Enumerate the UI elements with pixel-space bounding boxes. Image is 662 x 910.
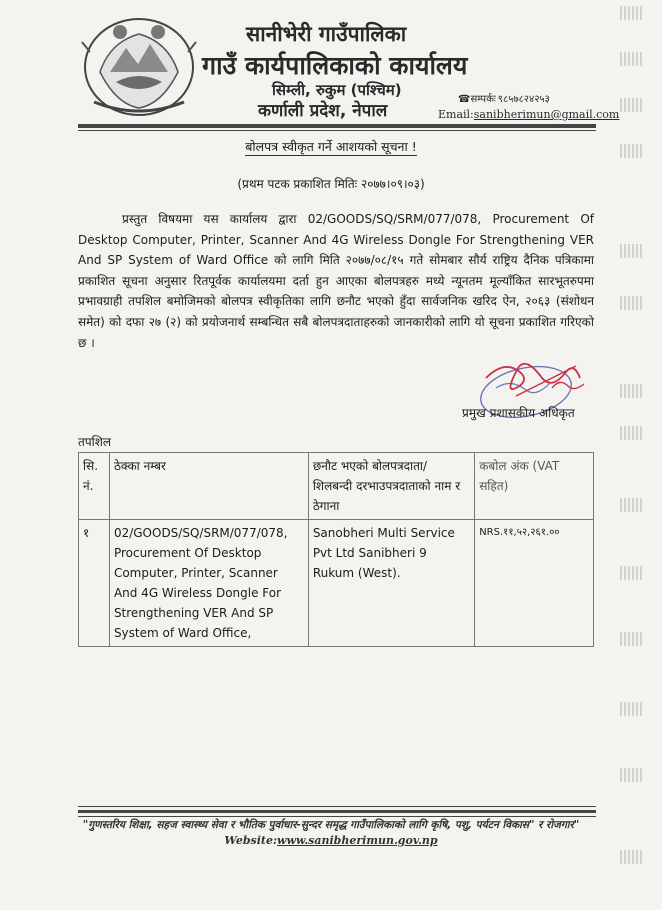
table-header-row	[79, 453, 594, 520]
published-date: (प्रथम पटक प्रकाशित मितिः २०७७।०९।०३)	[237, 177, 425, 191]
signatory-title: प्रमुख प्रशासकीय अधिकृत	[462, 406, 575, 420]
website-link[interactable]: www.sanibherimun.gov.np	[277, 834, 438, 847]
scan-mark	[620, 768, 642, 782]
scan-mark	[620, 144, 642, 158]
scan-mark	[620, 566, 642, 580]
website-label: Website:	[224, 834, 278, 847]
col-header-bidder: छनौट भएको बोलपत्रदाता/ शिलबन्दी दरभाउपत्रदाताको नाम र ठेगाना	[308, 453, 474, 520]
nepal-emblem-icon	[80, 12, 198, 118]
col-header-sn: सि. नं.	[79, 453, 110, 520]
notice-title-text: बोलपत्र स्वीकृत गर्ने आशयको सूचना !	[245, 139, 417, 154]
header-rule-thin	[78, 130, 596, 131]
scan-mark	[620, 296, 642, 310]
contact-email	[438, 108, 619, 121]
cell-amount: NRS.११,५२,२६१.००	[475, 520, 594, 647]
scan-mark	[620, 498, 642, 512]
scan-mark	[620, 244, 642, 258]
scan-mark	[620, 6, 642, 20]
scan-mark	[620, 850, 642, 864]
footer-rule-top	[78, 806, 596, 807]
scan-mark	[620, 702, 642, 716]
col-header-amount: कबोल अंक (VAT सहित)	[475, 453, 594, 520]
office-address: सिम्ली, रुकुम (पश्चिम)	[272, 81, 402, 99]
footer-website	[0, 834, 662, 847]
scan-mark	[620, 52, 642, 66]
contact-phone	[458, 91, 550, 105]
footer-rule-thick	[78, 810, 596, 813]
notice-body	[78, 209, 594, 353]
notice-body-text: प्रस्तुत विषयमा यस कार्यालय द्वारा 02/GOODS/SQ/SRM/077/078, Procurement Of Desktop Computer, Printer, Scanner And 4G Wireless Dongle For Strengthening VER And SP System of Ward Office को लागि मिति २०७७/०८/१५ गते सोमबार सौर्य राष्ट्रिय दैनिक पत्रिकामा प्रकाशित सूचना अनुसार रितपूर्वक कार्यालयमा दर्ता हुन आएका बोलपत्रहरु मध्ये न्यूनतम मूल्याँकित सारभूतरुपमा प्रभावग्राही तपशिल बमोजिमको बोलपत्र स्वीकृतिका लागि छनौट भएको हुँदा सार्वजनिक खरिद ऐन, २०६३ (संशोधन समेत) को दफा २७ (२) को प्रयोजनार्थ सम्बन्धित सबै बोलपत्रदाताहरुको जानकारीको लागि यो सूचना प्रकाशित गरिएको छ ।	[78, 212, 594, 350]
cell-bidder: Sanobheri Multi Service Pvt Ltd Sanibheri 9 Rukum (West).	[308, 520, 474, 647]
col-header-contract: ठेक्का नम्बर	[109, 453, 308, 520]
scan-mark	[620, 632, 642, 646]
municipality-name: सानीभेरी गाउँपालिका	[246, 22, 407, 46]
header-rule-thick	[78, 124, 596, 128]
footer-motto: "गुणस्तरिय शिक्षा, सहज स्वास्थ्य सेवा र भौतिक पुर्वाधार-सुन्दर समृद्ध गाउँपालिकाको लागि कृषि, पशु, पर्यटन विकास" र रोजगार"	[82, 819, 580, 831]
cell-contract: 02/GOODS/SQ/SRM/077/078, Procurement Of Desktop Computer, Printer, Scanner And 4G Wireless Dongle For Strengthening VER And SP System of Ward Office,	[109, 520, 308, 647]
table-row	[79, 520, 594, 647]
scan-mark	[620, 426, 642, 440]
table-heading: तपशिल	[78, 435, 112, 449]
phone-number: ९८५७८२४२५३	[497, 94, 550, 105]
scan-mark	[620, 98, 642, 112]
scan-mark	[620, 384, 642, 398]
cell-sn: १	[79, 520, 110, 647]
office-name: गाउँ कार्यपालिकाको कार्यालय	[202, 51, 468, 80]
phone-label: ☎सम्पर्कः	[458, 94, 496, 105]
footer-rule-bottom	[78, 816, 596, 817]
email-label: Email:	[438, 108, 474, 121]
notice-title	[0, 138, 662, 155]
bid-table	[78, 452, 594, 647]
office-province: कर्णाली प्रदेश, नेपाल	[258, 101, 388, 121]
email-link[interactable]: sanibherimun@gmail.com	[473, 108, 620, 121]
